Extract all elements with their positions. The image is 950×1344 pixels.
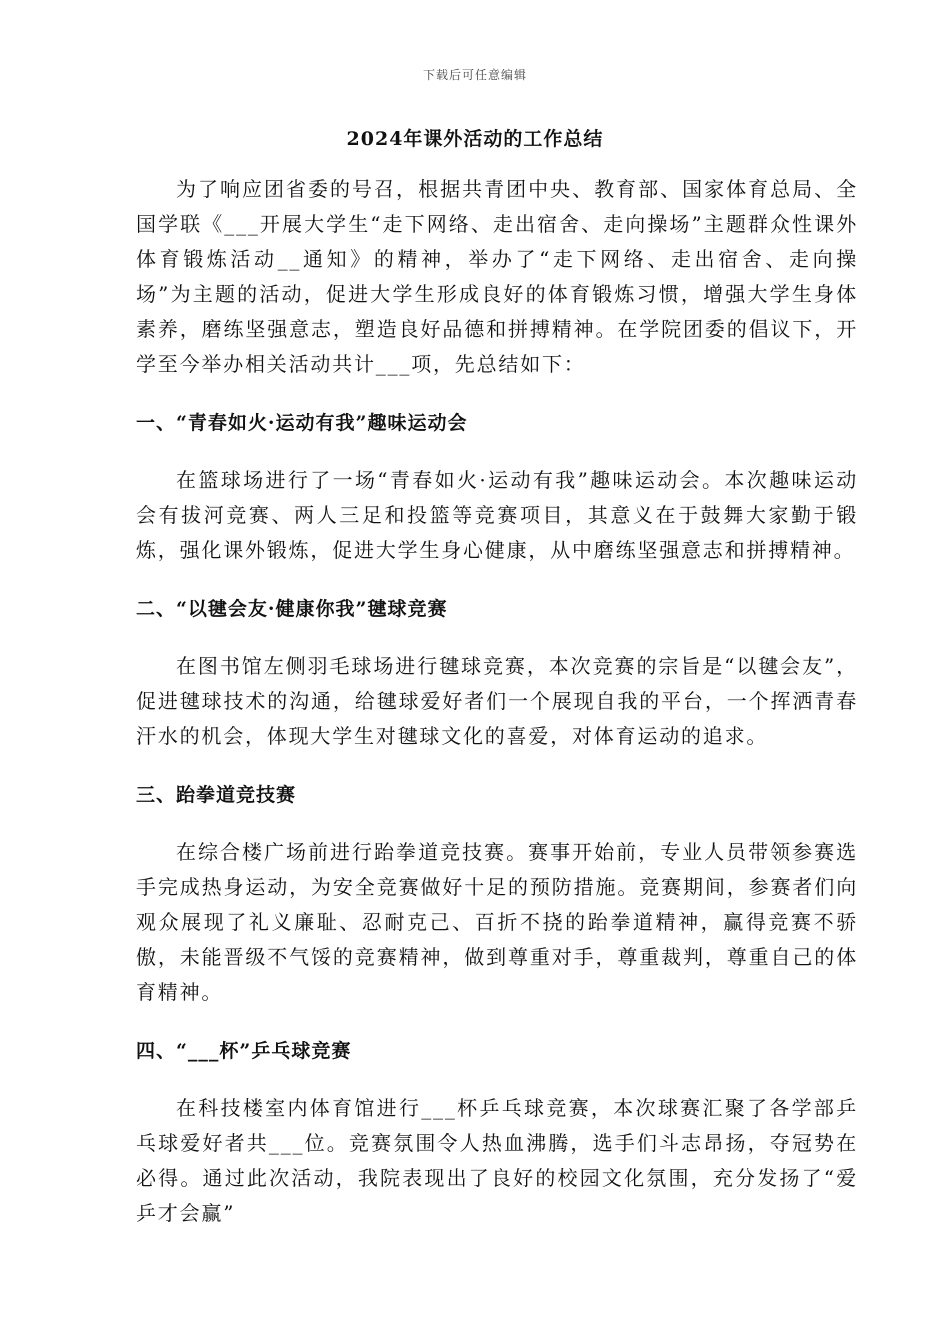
section-paragraph-3: 在综合楼广场前进行跆拳道竞技赛。赛事开始前，专业人员带领参赛选手完成热身运动，为安全竞赛做好十足的预防措施。竞赛期间，参赛者们向观众展现了礼义廉耻、忍耐克己、百折不挠的跆拳道精神，赢得竞赛不骄傲，未能晋级不气馁的竞赛精神，做到尊重对手，尊重裁判，尊重自己的体育精神。 <box>136 840 858 1004</box>
document-body <box>136 172 858 1231</box>
section-heading-4: 四、“___杯”乒乓球竞赛 <box>136 1040 352 1062</box>
section-paragraph-2: 在图书馆左侧羽毛球场进行毽球竞赛，本次竞赛的宗旨是“以毽会友”，促进毽球技术的沟通，给毽球爱好者们一个展现自我的平台，一个挥洒青春汗水的机会，体现大学生对毽球文化的喜爱，对体育运动的追求。 <box>136 654 858 748</box>
section-heading-2: 二、“以毽会友·健康你我”毽球竞赛 <box>136 598 448 620</box>
document-title: 2024年课外活动的工作总结 <box>346 128 604 150</box>
section-paragraph-1: 在篮球场进行了一场“青春如火·运动有我”趣味运动会。本次趣味运动会有拔河竞赛、两人三足和投篮等竞赛项目，其意义在于鼓舞大家勤于锻炼，强化课外锻炼，促进大学生身心健康，从中磨练坚强意志和拼搏精神。 <box>136 468 858 562</box>
section-paragraph-4: 在科技楼室内体育馆进行___杯乒乓球竞赛，本次球赛汇聚了各学部乒乓球爱好者共___位。竞赛氛围令人热血沸腾，选手们斗志昂扬，夺冠势在必得。通过此次活动，我院表现出了良好的校园文化氛围，充分发扬了“爱乒才会赢” <box>136 1096 858 1225</box>
header-note: 下载后可任意编辑 <box>422 68 527 82</box>
section-heading-3: 三、跆拳道竞技赛 <box>136 784 297 806</box>
intro-paragraph: 为了响应团省委的号召，根据共青团中央、教育部、国家体育总局、全国学联《___开展大学生“走下网络、走出宿舍、走向操场”主题群众性课外体育锻炼活动__通知》的精神，举办了“走下网络、走出宿舍、走向操场”为主题的活动，促进大学生形成良好的体育锻炼习惯，增强大学生身体素养，磨练坚强意志，塑造良好品德和拼搏精神。在学院团委的倡议下，开学至今举办相关活动共计___项，先总结如下： <box>136 177 858 376</box>
section-heading-1: 一、“青春如火·运动有我”趣味运动会 <box>136 412 468 434</box>
